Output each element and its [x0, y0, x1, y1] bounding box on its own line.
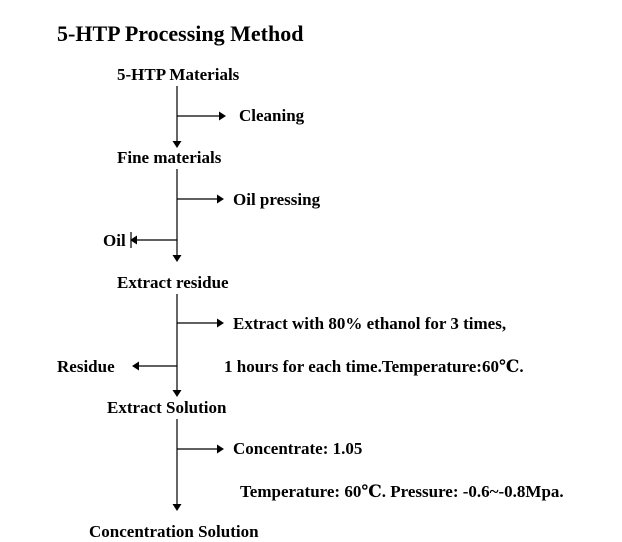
step-oil: Oil [103, 231, 126, 250]
step-residue: Residue [57, 357, 115, 376]
step-extract-residue: Extract residue [117, 273, 229, 292]
step-extract-solution: Extract Solution [107, 398, 227, 417]
arrowhead-right [219, 112, 226, 121]
step-extract-conditions: 1 hours for each time.Temperature:60℃. [224, 357, 524, 376]
step-cleaning: Cleaning [239, 106, 305, 125]
arrowhead-down [173, 255, 182, 262]
arrowhead-right [217, 319, 224, 328]
step-materials: 5-HTP Materials [117, 65, 240, 84]
step-fine-materials: Fine materials [117, 148, 222, 167]
step-concentration-solution: Concentration Solution [89, 522, 259, 541]
step-oil-pressing: Oil pressing [233, 190, 321, 209]
step-extract-ethanol: Extract with 80% ethanol for 3 times, [233, 314, 507, 333]
diagram-title: 5-HTP Processing Method [57, 21, 304, 46]
arrowhead-down [173, 141, 182, 148]
step-concentrate: Concentrate: 1.05 [233, 439, 363, 458]
arrowhead-left [132, 362, 139, 371]
arrowhead-right [217, 445, 224, 454]
arrowhead-down [173, 390, 182, 397]
arrowhead-right [217, 195, 224, 204]
arrowhead-down [173, 504, 182, 511]
step-concentrate-conditions: Temperature: 60℃. Pressure: -0.6~-0.8Mpa. [240, 482, 564, 501]
